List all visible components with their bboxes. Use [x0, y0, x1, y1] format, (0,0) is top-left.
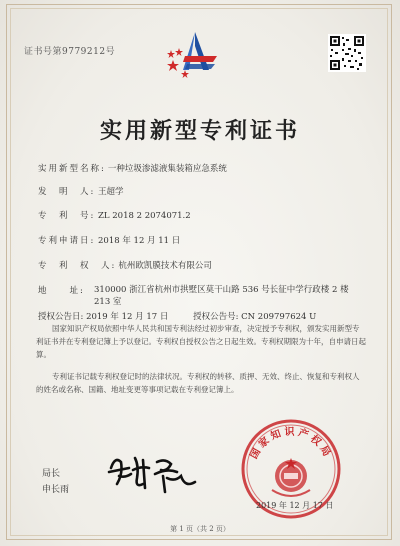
field-label: 专利申请日:: [38, 236, 96, 246]
certificate-number: 证书号第9779212号: [24, 47, 116, 57]
qr-code-icon: [328, 34, 366, 72]
field-patentee: [38, 259, 212, 271]
field-value: 2018 年 12 月 11 日: [98, 236, 181, 246]
certificate-title: 实用新型专利证书: [99, 118, 300, 144]
announcement-number-value: CN 209797624 U: [241, 312, 317, 322]
grant-date-value: 2019 年 12 月 17 日: [86, 312, 169, 322]
field-application-date: [38, 234, 180, 246]
field-value: 王超学: [98, 187, 124, 197]
field-inventor: [38, 185, 124, 197]
field-label: 专 利 权 人:: [38, 261, 117, 271]
legal-status-paragraph: 专利证书记载专利权登记时的法律状况。专利权的转移、质押、无效、终止、恢复和专利权人的姓名或名称、国籍、地址变更等事项记载在专利登记簿上。: [36, 372, 360, 394]
field-grant-info: [38, 310, 316, 322]
field-utility-model-name: [38, 162, 227, 174]
svg-text:国家知识产权局: 国家知识产权局: [248, 427, 334, 461]
director-name: 申长雨: [42, 485, 70, 495]
field-label: 专 利 号:: [38, 211, 96, 221]
field-value: 杭州欧凯膜技术有限公司: [118, 261, 212, 271]
announcement-number-label: 授权公告号:: [193, 312, 239, 322]
patent-office-emblem-icon: [165, 26, 227, 88]
field-label: 实用新型名称:: [38, 164, 106, 174]
grant-date-label: 授权公告日:: [38, 312, 84, 322]
field-value: 一种垃圾渗滤液集装箱应急系统: [107, 164, 227, 174]
seal-date: 2019 年 12 月 17 日: [256, 501, 334, 510]
field-patent-number: [38, 209, 191, 221]
field-value: 310000 浙江省杭州市拱墅区莫干山路 536 号长征中学行政楼 2 楼 213 室: [94, 285, 349, 307]
handwritten-signature-icon: [105, 448, 200, 498]
field-label: 地 址:: [38, 286, 85, 296]
field-value: ZL 2018 2 2074071.2: [98, 211, 191, 221]
director-title: 局长: [42, 469, 61, 479]
field-label: 发 明 人:: [38, 187, 96, 197]
grant-paragraph: 国家知识产权局依照中华人民共和国专利法经过初步审查，决定授予专利权，颁发实用新型专利证书并在专利登记簿上予以登记。专利权自授权公告之日起生效。专利权期限为十年，自申请日起算。: [36, 324, 366, 359]
field-address: [38, 284, 349, 307]
page-footer: 第 1 页（共 2 页）: [170, 525, 230, 533]
